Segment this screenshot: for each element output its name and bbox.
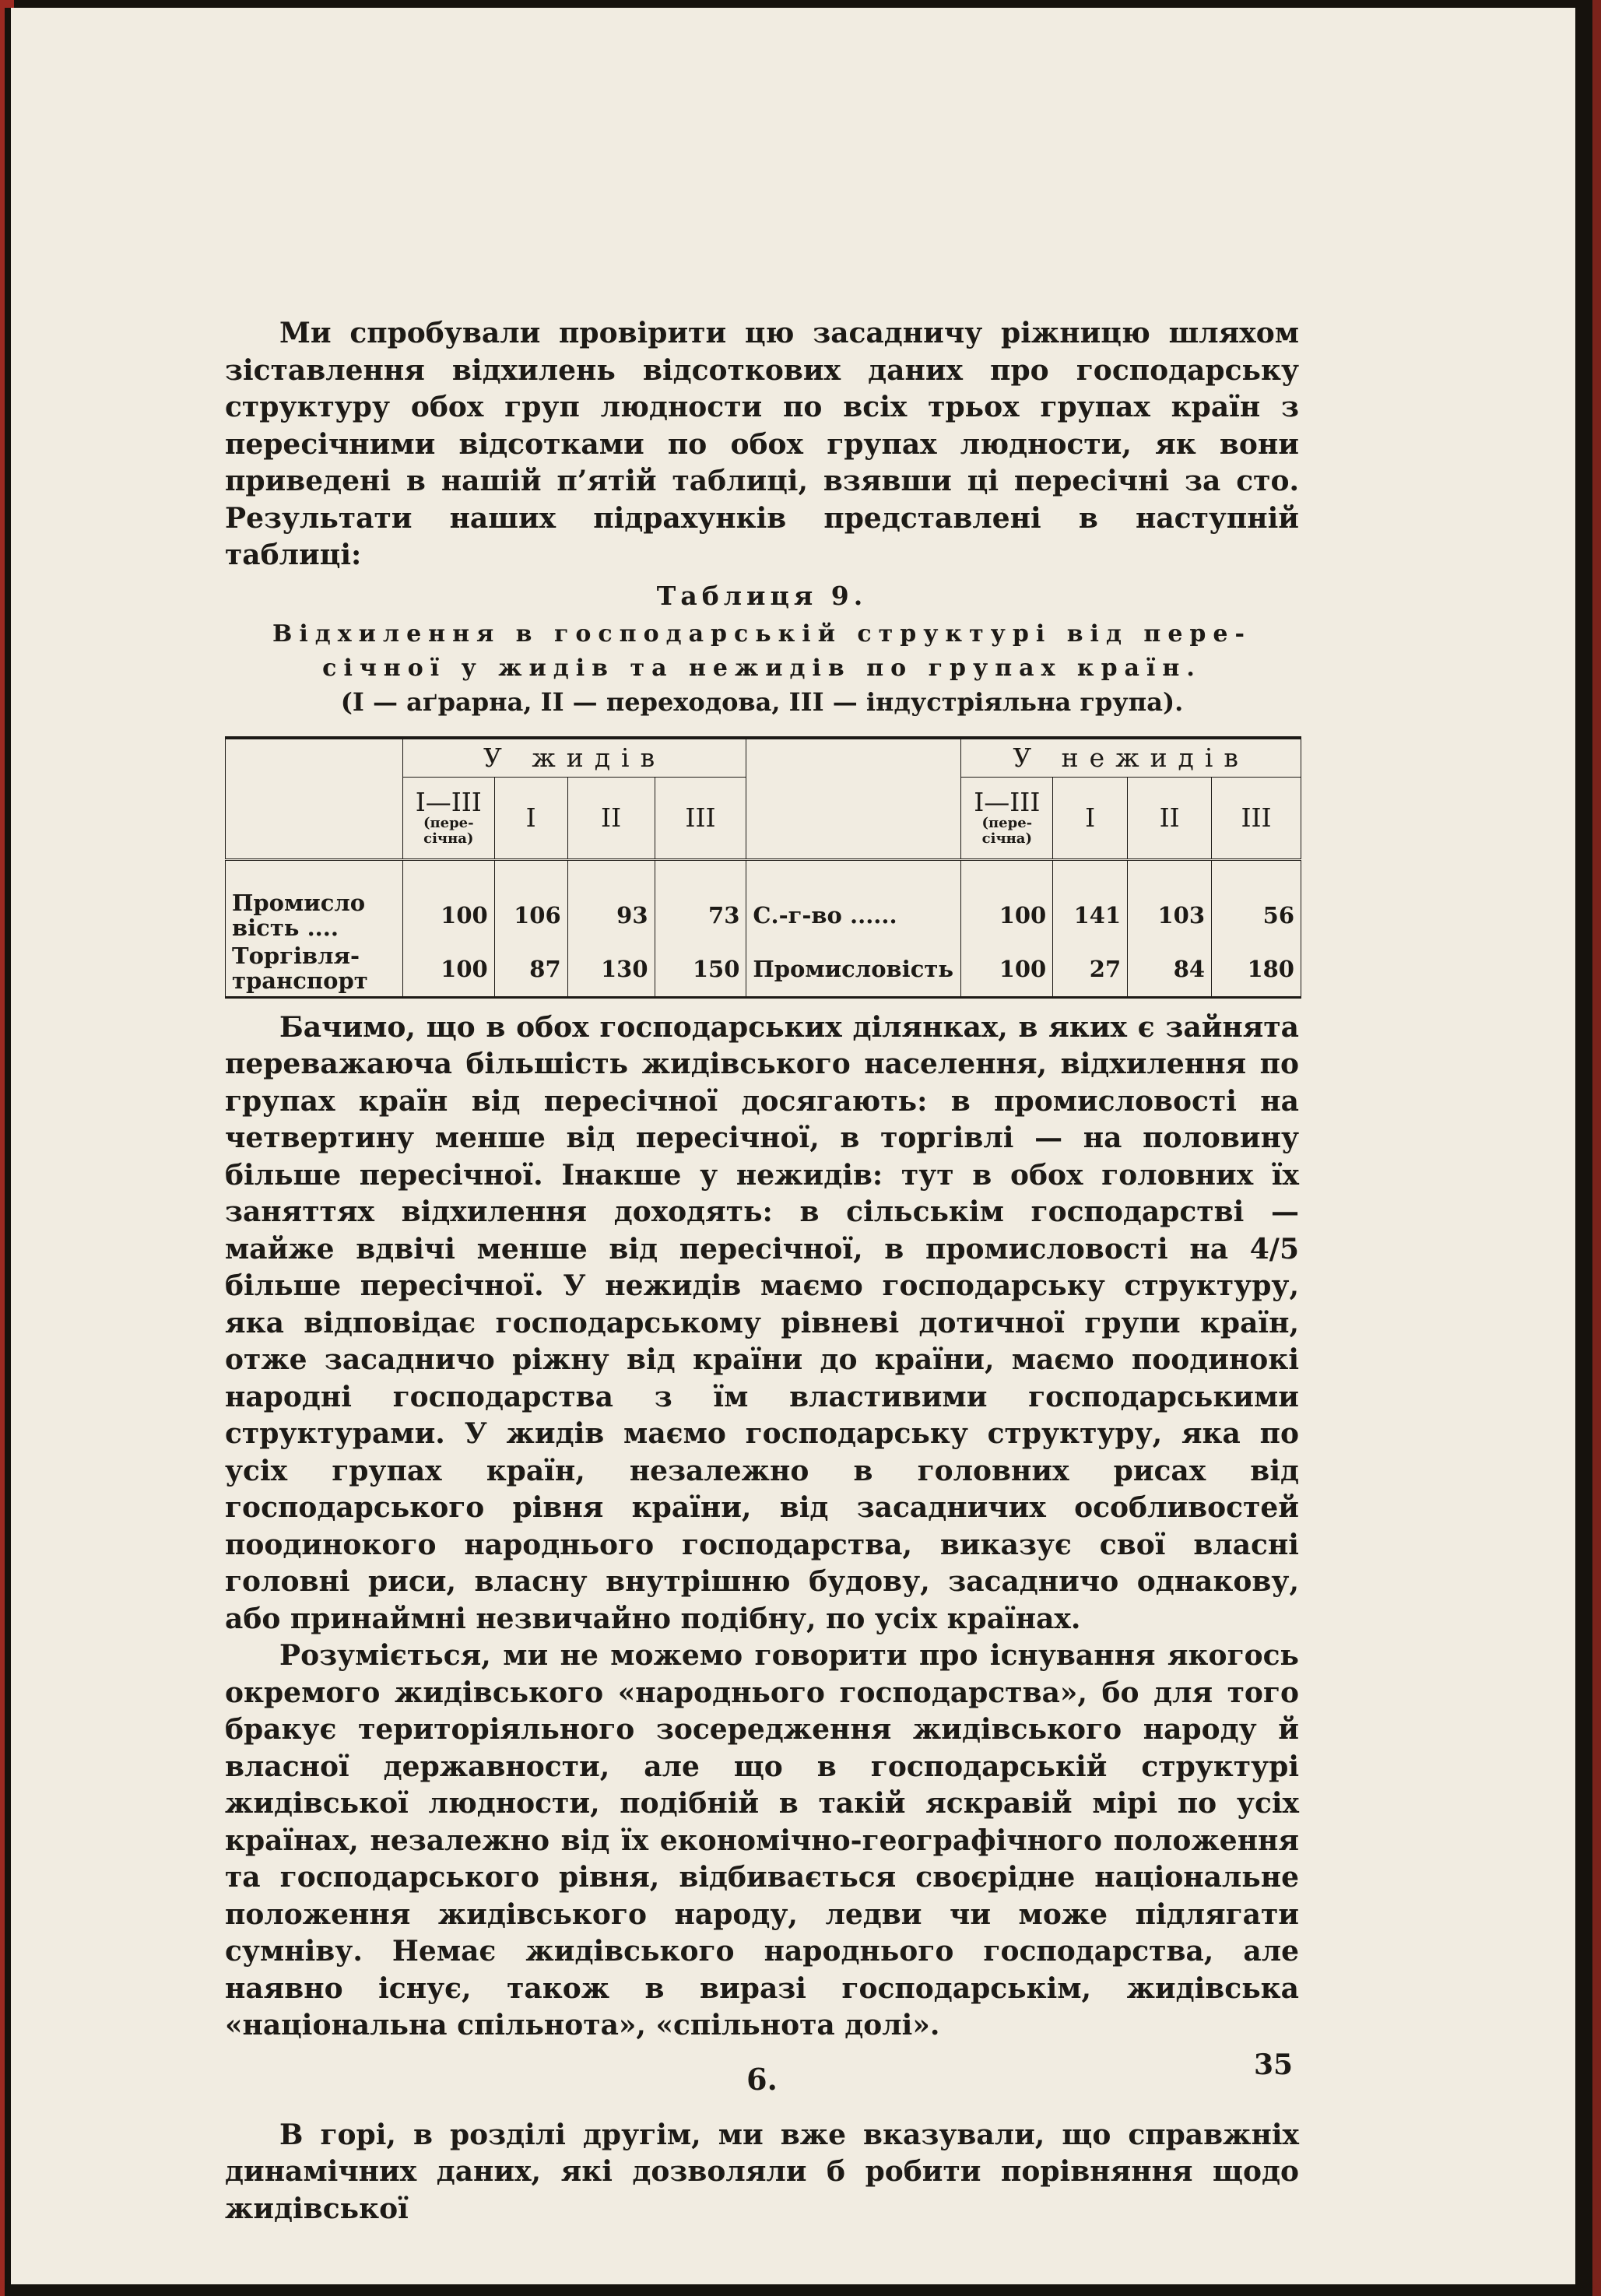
col-header-II-nj: II — [1128, 777, 1212, 859]
cell: 27 — [1053, 942, 1128, 998]
cell: 93 — [567, 859, 655, 942]
paragraph-2: Бачимо, що в обох господарських ділянках, в яких є зайнята переважаюча більшість жидівського населення, відхилення по групах країн від пересічної досягають: в промисловості на четвертину менше від пересічної, в торгівлі — на половину більше пересічної. Інакше у нежидів: тут в обох головних їх заняттях відхилення доходять: в сільськім господарстві — майже вдвічі менше від пересічної, в промисловості на 4/5 більше пересічної. У нежидів маємо господарську структуру, яка відповідає господарському рівневі дотичної групи країн, отже засадничо ріжну від країни до країни, маємо поодинокі народні господарства з їм властивими господарськими структурами. У жидів маємо господарську структуру, яка по усіх групах країн, незалежно в головних рисах від господарського рівня країни, від засадничих особливостей поодинокого народнього господарства, виказує свої власні головні риси, власну внутрішню будову, засадничо однакову, або принаймні незвичайно подібну, по усіх країнах. — [225, 1010, 1299, 1635]
text-block — [225, 315, 1299, 2228]
intro-paragraph: Ми спробували провірити цю засадничу ріжницю шляхом зіставлення відхилень відсоткових даних про господарську структуру обох груп людности по всіх трьох групах країн з пересічними відсотками по обох групах людности, як вони приведені в нашій п’ятій таблиці, взявши ці пересічні за сто. Результати наших підрахунків представлені в наступній таблиці: — [225, 317, 1299, 571]
col-header-average-nj — [961, 777, 1053, 859]
page-number: 35 — [1254, 2048, 1294, 2081]
empty-header-cell — [226, 738, 403, 860]
table-title-line-1: Відхилення в господарській структурі від пере- — [272, 620, 1252, 648]
cell: 84 — [1128, 942, 1212, 998]
table-caption: Таблиця 9. — [656, 580, 868, 611]
cell: 100 — [402, 859, 494, 942]
table-subtitle: (I — аґрарна, II — переходова, III — індустріяльна група). — [340, 686, 1184, 717]
col-header-II: II — [567, 777, 655, 859]
group-header-nonjews: У нежидів — [961, 738, 1301, 778]
col-header-average-roman-nj: I—III — [974, 786, 1041, 817]
cell: 73 — [655, 859, 746, 942]
col-header-III: III — [655, 777, 746, 859]
row-label-jews: Промисло вість .... — [226, 859, 403, 942]
row-label-nonjews: С.-г-во ...... — [746, 859, 961, 942]
cell: 87 — [494, 942, 567, 998]
cell: 100 — [961, 859, 1053, 942]
table-title-line-2: січної у жидів та нежидів по групах країн. — [322, 654, 1202, 682]
group-header-jews: У жидів — [402, 738, 746, 778]
col-header-I-nj: I — [1053, 777, 1128, 859]
col-header-average-roman: I—III — [415, 786, 482, 817]
col-header-III-nj: III — [1212, 777, 1301, 859]
cell: 130 — [567, 942, 655, 998]
deviation-table — [225, 736, 1301, 999]
row-label-jews: Торгівля-транспорт — [226, 942, 403, 998]
col-header-average-note-nj: (пере-січна) — [981, 814, 1033, 847]
col-header-average-note: (пере-січна) — [423, 814, 474, 847]
table-row — [226, 942, 1301, 998]
book-page — [11, 8, 1575, 2284]
table-row — [226, 859, 1301, 942]
cell: 150 — [655, 942, 746, 998]
top-corner-mark — [0, 0, 14, 8]
section-number: 6. — [746, 2061, 778, 2097]
right-edge-mark — [1592, 0, 1601, 2296]
binding-edge-mark — [0, 0, 5, 2296]
cell: 106 — [494, 859, 567, 942]
paragraph-4: В горі, в розділі другім, ми вже вказували, що справжніх динамічних даних, які дозволяли б робити порівняння щодо жидівської — [225, 2118, 1299, 2225]
cell: 180 — [1212, 942, 1301, 998]
cell: 100 — [961, 942, 1053, 998]
col-header-I: I — [494, 777, 567, 859]
paragraph-3: Розуміється, ми не можемо говорити про існування якогось окремого жидівського «народнього господарства», бо для того бракує територіяльного зосередження жидівського народу й власної державности, але що в господарській структурі жидівської людности, подібній в такій яскравій мірі по усіх країнах, незалежно від їх економічно-географічного положення та господарського рівня, відбивається своєрідне національне положення жидівського народу, ледви чи може підлягати сумніву. Немає жидівського народнього господарства, але наявно існує, також в виразі господарськім, жидівська «національна спільнота», «спільнота долі». — [225, 1639, 1299, 2041]
col-header-average — [402, 777, 494, 859]
cell: 100 — [402, 942, 494, 998]
cell: 103 — [1128, 859, 1212, 942]
row-label-nonjews: Промисловість — [746, 942, 961, 998]
cell: 141 — [1053, 859, 1128, 942]
empty-header-cell — [746, 738, 961, 860]
cell: 56 — [1212, 859, 1301, 942]
